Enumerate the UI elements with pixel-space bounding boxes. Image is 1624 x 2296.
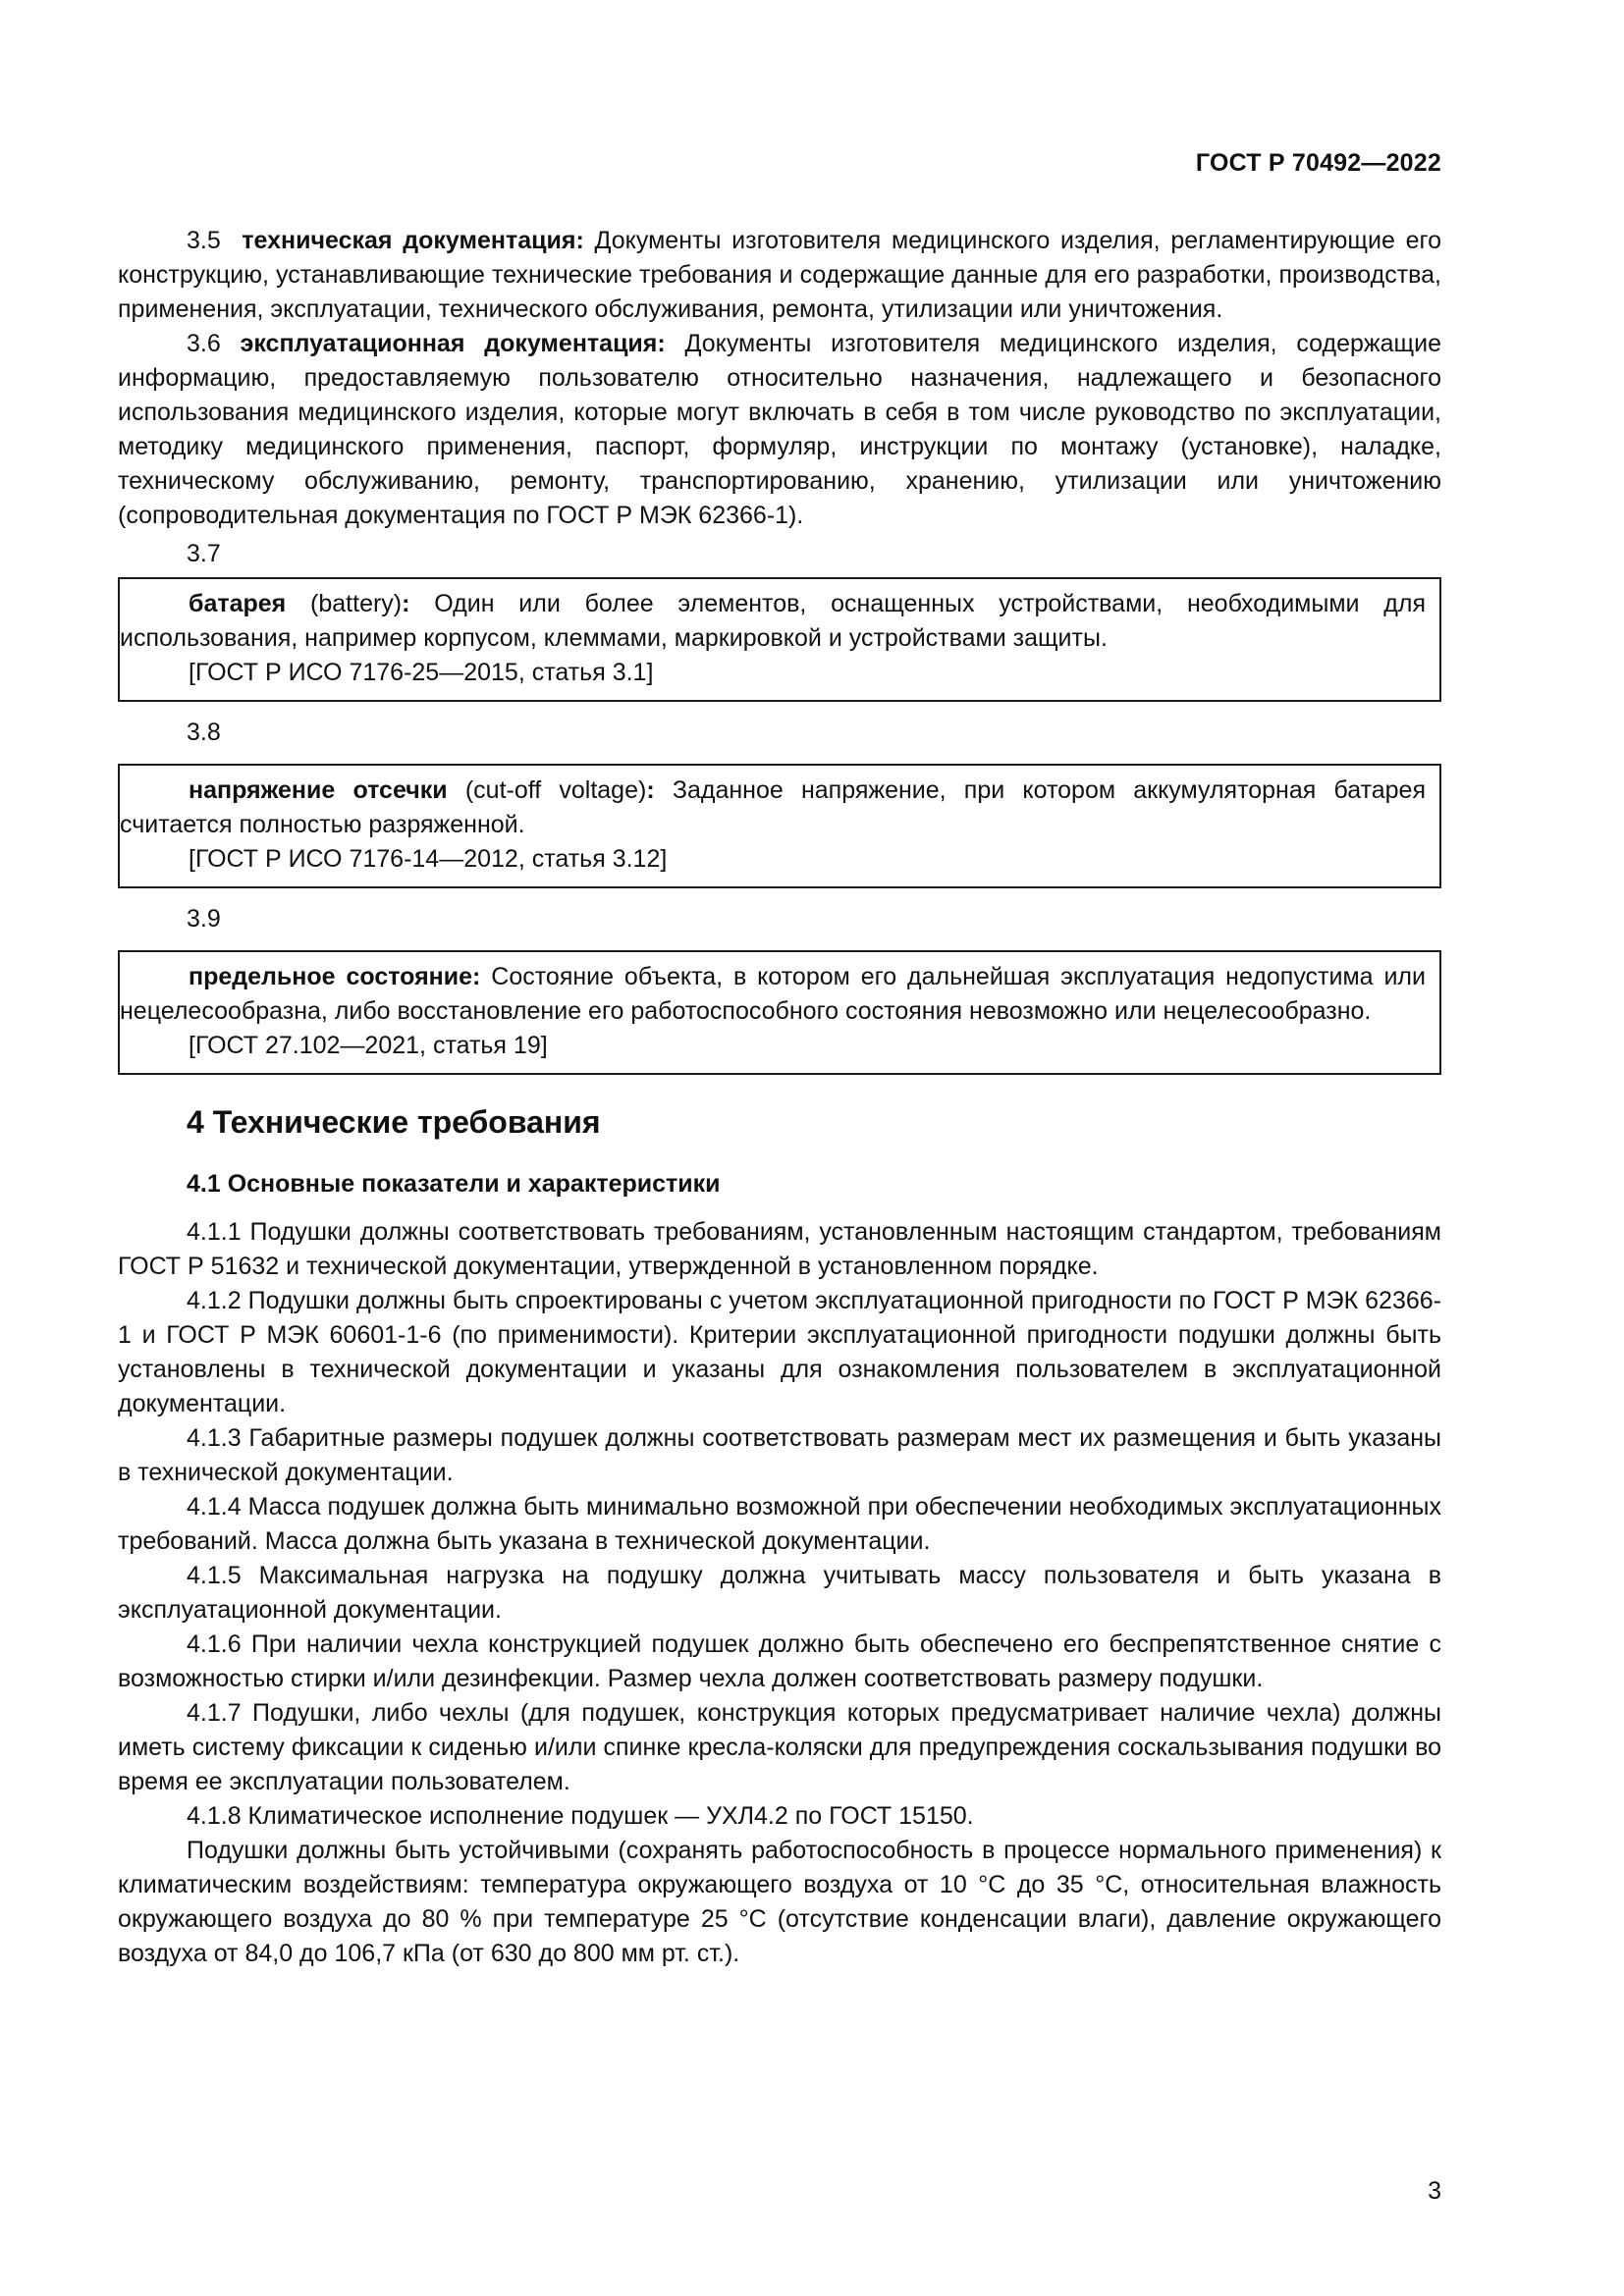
term: эксплуатационная документация: xyxy=(240,330,666,357)
clause-4-1-1: 4.1.1 Подушки должны соответствовать требованиям, установленным настоящим стандартом, требованиям ГОСТ Р 51632 и технической документации, утвержденной в установленном порядке. xyxy=(118,1218,1441,1280)
definition-box-3-9 xyxy=(118,950,1441,1075)
term: напряжение отсечки xyxy=(189,776,448,804)
term-english: (battery) xyxy=(310,590,403,617)
paragraph-3-5 xyxy=(118,224,1441,327)
clause-4-1-7: 4.1.7 Подушки, либо чехлы (для подушек, конструкция которых предусматривает наличие чехла) должны иметь систему фиксации к сиденью и/или спинке кресла-коляски для предупреждения соскальзывания подушки во время ее эксплуатации пользователем. xyxy=(118,1699,1441,1795)
clause-4-1-6: 4.1.6 При наличии чехла конструкцией подушек должно быть обеспечено его беспрепятственное снятие с возможностью стирки и/или дезинфекции. Размер чехла должен соответствовать размеру подушки. xyxy=(118,1630,1441,1692)
clause-text: Документы изготовителя медицинского изделия, регламентирующие его конструкцию, устанавливающие технические требования и содержащие данные для его разработки, производства, применения, эксплуатации, технического обслуживания, ремонта, утилизации или уничтожения. xyxy=(118,227,1441,323)
definition-box-3-8 xyxy=(118,764,1441,888)
clause-4-1-2: 4.1.2 Подушки должны быть спроектированы с учетом эксплуатационной пригодности по ГОСТ Р МЭК 62366-1 и ГОСТ Р МЭК 60601-1-6 (по применимости). Критерии эксплуатационной пригодности подушки должны быть установлены в технической документации и указаны для ознакомления пользователем в эксплуатационной документации. xyxy=(118,1287,1441,1417)
term-english: (cut-off voltage) xyxy=(464,776,647,804)
definition-text xyxy=(120,587,1426,656)
clause-4-1-5: 4.1.5 Максимальная нагрузка на подушку должна учитывать массу пользователя и быть указана в эксплуатационной документации. xyxy=(118,1562,1441,1624)
term: техническая документация: xyxy=(242,227,584,254)
page-number: 3 xyxy=(1428,2177,1441,2205)
definition-source: [ГОСТ 27.102—2021, статья 19] xyxy=(189,1032,548,1059)
term-colon: : xyxy=(646,776,655,804)
term-colon: : xyxy=(402,590,410,617)
definition-text xyxy=(120,774,1426,842)
clause-4-1-8: 4.1.8 Климатическое исполнение подушек — УХЛ4.2 по ГОСТ 15150. xyxy=(187,1802,974,1830)
definition-source: [ГОСТ Р ИСО 7176-25—2015, статья 3.1] xyxy=(189,659,654,686)
clause-4-1-8-continuation: Подушки должны быть устойчивыми (сохранять работоспособность в процессе нормального применения) к климатическим воздействиям: температура окружающего воздуха от 10 °С до 35 °С, относительная влажность окружающего воздуха до 80 % при температуре 25 °С (отсутствие конденсации влаги), давление окружающего воздуха от 84,0 до 106,7 кПа (от 630 до 800 мм рт. ст.). xyxy=(118,1837,1441,1967)
definition-body: Один или более элементов, оснащенных устройствами, необходимыми для использования, например корпусом, клеммами, маркировкой и устройствами защиты. xyxy=(120,590,1426,652)
document-page xyxy=(118,0,1441,2296)
clause-4-1-3: 4.1.3 Габаритные размеры подушек должны соответствовать размерам мест их размещения и быть указаны в технической документации. xyxy=(118,1424,1441,1486)
definition-number: 3.7 xyxy=(187,540,221,567)
document-body xyxy=(118,224,1441,1971)
definition-number: 3.9 xyxy=(187,905,221,933)
clause-text: Документы изготовителя медицинского изделия, содержащие информацию, предоставляемую пользователю относительно назначения, надлежащего и безопасного использования медицинского изделия, которые могут включать в себя в том числе руководство по эксплуатации, методику медицинского применения, паспорт, формуляр, инструкции по монтажу (установке), наладке, техническому обслуживанию, ремонту, транспортированию, хранению, утилизации или уничтожению (сопроводительная документация по ГОСТ Р МЭК 62366-1). xyxy=(118,330,1441,529)
definition-text xyxy=(120,960,1426,1029)
definition-source: [ГОСТ Р ИСО 7176-14—2012, статья 3.12] xyxy=(189,845,668,873)
term: предельное состояние: xyxy=(189,963,481,990)
section-title: 4 Технические требования xyxy=(187,1104,601,1140)
definition-body: Заданное напряжение, при котором аккумуляторная батарея считается полностью разряженной. xyxy=(120,776,1426,838)
definition-number: 3.8 xyxy=(187,719,221,746)
subsection-title: 4.1 Основные показатели и характеристики xyxy=(187,1170,721,1198)
document-header: ГОСТ Р 70492—2022 xyxy=(1195,149,1441,177)
term: батарея xyxy=(189,590,287,617)
definition-body: Состояние объекта, в котором его дальнейшая эксплуатация недопустима или нецелесообразна, либо восстановление его работоспособного состояния невозможно или нецелесообразно. xyxy=(120,963,1426,1025)
definition-box-3-7 xyxy=(118,577,1441,702)
clause-4-1-4: 4.1.4 Масса подушек должна быть минимально возможной при обеспечении необходимых эксплуатационных требований. Масса должна быть указана в технической документации. xyxy=(118,1493,1441,1555)
paragraph-3-6 xyxy=(118,327,1441,533)
clause-number: 3.6 xyxy=(187,330,221,357)
clause-number: 3.5 xyxy=(187,227,221,254)
